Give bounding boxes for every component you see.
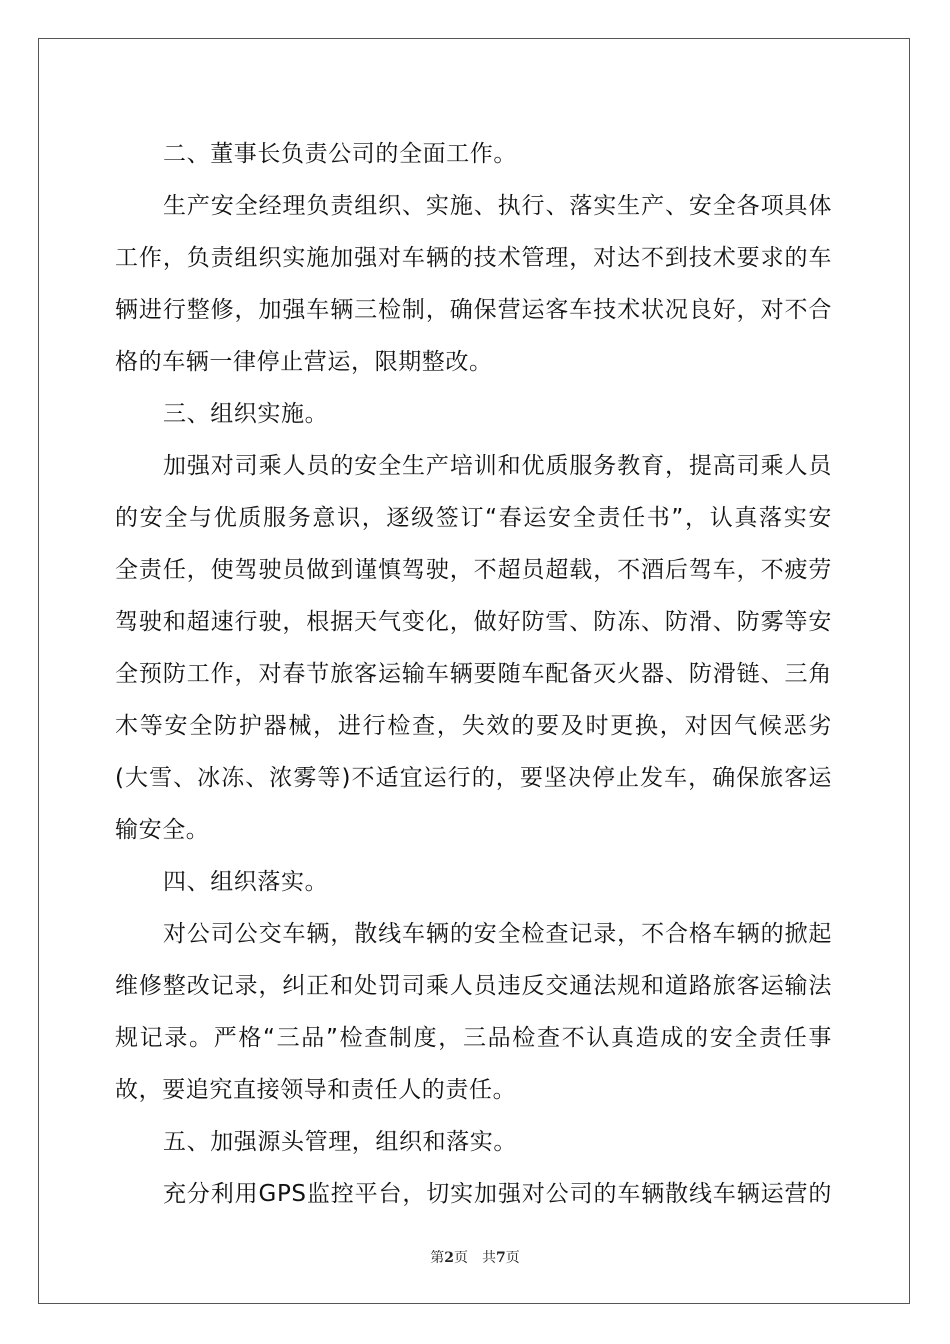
text-line: 三、组织实施。	[163, 401, 329, 427]
text-line: 辆进行整修，加强车辆三检制，确保营运客车技术状况良好，对不合	[115, 297, 832, 323]
text-line: 故，要追究直接领导和责任人的责任。	[115, 1077, 517, 1103]
text-line: 加强对司乘人员的安全生产培训和优质服务教育，提高司乘人员	[163, 453, 832, 479]
page-prefix: 第	[430, 1250, 445, 1266]
page-number: 2	[444, 1250, 454, 1266]
text-line: (大雪、冰冻、浓雾等)不适宜运行的，要坚决停止发车，确保旅客运	[115, 765, 832, 791]
text-line: 全预防工作，对春节旅客运输车辆要随车配备灭火器、防滑链、三角	[115, 661, 832, 687]
text-line: 全责任，使驾驶员做到谨慎驾驶，不超员超载，不酒后驾车，不疲劳	[115, 557, 832, 583]
total-suffix: 页	[505, 1250, 520, 1266]
page-footer	[0, 1247, 950, 1267]
text-line: 充分利用GPS监控平台，切实加强对公司的车辆散线车辆运营的	[163, 1181, 832, 1207]
document-body	[115, 128, 832, 1220]
text-line: 五、加强源头管理，组织和落实。	[163, 1129, 517, 1155]
text-line: 工作，负责组织实施加强对车辆的技术管理，对达不到技术要求的车	[115, 245, 832, 271]
text-line: 格的车辆一律停止营运，限期整改。	[115, 349, 493, 375]
text-line: 木等安全防护器械，进行检查，失效的要及时更换，对因气候恶劣	[115, 713, 832, 739]
text-line: 对公司公交车辆，散线车辆的安全检查记录，不合格车辆的掀起	[163, 921, 832, 947]
total-pages: 7	[496, 1250, 506, 1266]
total-prefix: 共	[482, 1250, 496, 1266]
text-line: 二、董事长负责公司的全面工作。	[163, 141, 517, 167]
text-line: 输安全。	[115, 817, 210, 843]
text-line: 四、组织落实。	[163, 869, 329, 895]
text-line: 驾驶和超速行驶，根据天气变化，做好防雪、防冻、防滑、防雾等安	[115, 609, 832, 635]
page-suffix: 页	[454, 1250, 468, 1266]
text-line: 规记录。严格“三品”检查制度，三品检查不认真造成的安全责任事	[115, 1025, 832, 1051]
text-line: 维修整改记录，纠正和处罚司乘人员违反交通法规和道路旅客运输法	[115, 973, 832, 999]
text-line: 生产安全经理负责组织、实施、执行、落实生产、安全各项具体	[163, 193, 832, 219]
text-line: 的安全与优质服务意识，逐级签订“春运安全责任书”，认真落实安	[115, 505, 832, 531]
